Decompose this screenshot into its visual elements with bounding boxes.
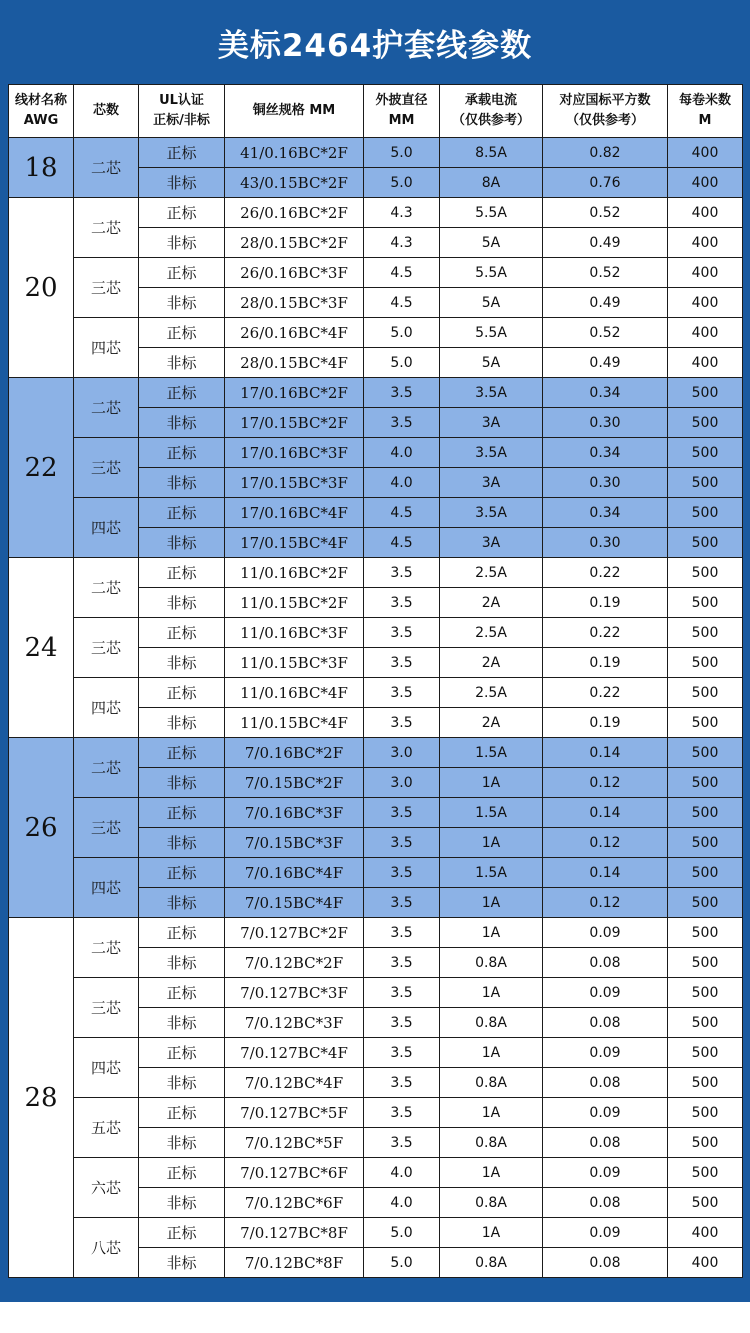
area-cell: 0.14: [543, 738, 668, 768]
od-cell: 5.0: [364, 1218, 440, 1248]
cert-cell: 非标: [139, 468, 225, 498]
od-cell: 5.0: [364, 318, 440, 348]
spec-table: [8, 84, 743, 1278]
header-od-line2: MM: [388, 113, 415, 128]
cert-cell: 正标: [139, 258, 225, 288]
cert-cell: 正标: [139, 438, 225, 468]
od-cell: 5.0: [364, 348, 440, 378]
core-count-cell: 四芯: [74, 1038, 139, 1098]
core-count-cell: 四芯: [74, 318, 139, 378]
spec-cell: 28/0.15BC*2F: [225, 228, 364, 258]
spec-cell: 7/0.15BC*4F: [225, 888, 364, 918]
spec-cell: 17/0.16BC*4F: [225, 498, 364, 528]
od-cell: 3.5: [364, 798, 440, 828]
awg-cell: 24: [9, 558, 74, 738]
header-roll-line1: 每卷米数: [678, 93, 731, 108]
cert-cell: 非标: [139, 1008, 225, 1038]
area-cell: 0.14: [543, 798, 668, 828]
spec-cell: 7/0.16BC*4F: [225, 858, 364, 888]
od-cell: 4.5: [364, 288, 440, 318]
roll-cell: 500: [668, 378, 743, 408]
spec-cell: 7/0.127BC*3F: [225, 978, 364, 1008]
roll-cell: 500: [668, 948, 743, 978]
spec-cell: 17/0.15BC*4F: [225, 528, 364, 558]
cert-cell: 正标: [139, 858, 225, 888]
roll-cell: 400: [668, 1248, 743, 1278]
area-cell: 0.14: [543, 858, 668, 888]
cert-cell: 非标: [139, 228, 225, 258]
spec-cell: 7/0.16BC*3F: [225, 798, 364, 828]
area-cell: 0.52: [543, 318, 668, 348]
table-row: [9, 1218, 743, 1248]
spec-cell: 11/0.16BC*2F: [225, 558, 364, 588]
current-cell: 1A: [440, 1218, 543, 1248]
area-cell: 0.22: [543, 558, 668, 588]
area-cell: 0.52: [543, 258, 668, 288]
od-cell: 4.0: [364, 438, 440, 468]
spec-cell: 28/0.15BC*4F: [225, 348, 364, 378]
area-cell: 0.52: [543, 198, 668, 228]
area-cell: 0.30: [543, 528, 668, 558]
spec-cell: 17/0.15BC*2F: [225, 408, 364, 438]
cert-cell: 正标: [139, 198, 225, 228]
header-cert-line1: UL认证: [159, 93, 204, 108]
area-cell: 0.09: [543, 1038, 668, 1068]
roll-cell: 500: [668, 1008, 743, 1038]
cert-cell: 正标: [139, 498, 225, 528]
current-cell: 5A: [440, 228, 543, 258]
cert-cell: 非标: [139, 648, 225, 678]
roll-cell: 400: [668, 258, 743, 288]
roll-cell: 500: [668, 648, 743, 678]
current-cell: 2A: [440, 648, 543, 678]
core-count-cell: 六芯: [74, 1158, 139, 1218]
current-cell: 1A: [440, 978, 543, 1008]
area-cell: 0.34: [543, 378, 668, 408]
cert-cell: 正标: [139, 618, 225, 648]
table-row: [9, 858, 743, 888]
roll-cell: 500: [668, 588, 743, 618]
area-cell: 0.19: [543, 588, 668, 618]
roll-cell: 500: [668, 408, 743, 438]
current-cell: 2.5A: [440, 678, 543, 708]
header-spec: [225, 85, 364, 138]
od-cell: 5.0: [364, 168, 440, 198]
spec-cell: 41/0.16BC*2F: [225, 138, 364, 168]
current-cell: 0.8A: [440, 1188, 543, 1218]
od-cell: 3.5: [364, 588, 440, 618]
roll-cell: 500: [668, 768, 743, 798]
spec-cell: 7/0.127BC*8F: [225, 1218, 364, 1248]
current-cell: 2A: [440, 708, 543, 738]
awg-cell: 28: [9, 918, 74, 1278]
area-cell: 0.76: [543, 168, 668, 198]
od-cell: 3.5: [364, 1128, 440, 1158]
od-cell: 3.5: [364, 978, 440, 1008]
od-cell: 4.5: [364, 498, 440, 528]
core-count-cell: 二芯: [74, 918, 139, 978]
spec-cell: 43/0.15BC*2F: [225, 168, 364, 198]
area-cell: 0.49: [543, 228, 668, 258]
current-cell: 2.5A: [440, 558, 543, 588]
od-cell: 3.5: [364, 408, 440, 438]
current-cell: 1A: [440, 888, 543, 918]
current-cell: 5.5A: [440, 318, 543, 348]
area-cell: 0.19: [543, 708, 668, 738]
cert-cell: 非标: [139, 1248, 225, 1278]
cert-cell: 正标: [139, 1218, 225, 1248]
current-cell: 3.5A: [440, 498, 543, 528]
spec-cell: 7/0.127BC*2F: [225, 918, 364, 948]
core-count-cell: 五芯: [74, 1098, 139, 1158]
cert-cell: 非标: [139, 828, 225, 858]
area-cell: 0.08: [543, 1008, 668, 1038]
roll-cell: 400: [668, 1218, 743, 1248]
od-cell: 3.5: [364, 1098, 440, 1128]
cert-cell: 正标: [139, 318, 225, 348]
roll-cell: 500: [668, 738, 743, 768]
current-cell: 5.5A: [440, 198, 543, 228]
cert-cell: 正标: [139, 1158, 225, 1188]
table-row: [9, 138, 743, 168]
current-cell: 3A: [440, 468, 543, 498]
current-cell: 3.5A: [440, 378, 543, 408]
area-cell: 0.34: [543, 498, 668, 528]
current-cell: 5A: [440, 348, 543, 378]
area-cell: 0.34: [543, 438, 668, 468]
roll-cell: 500: [668, 678, 743, 708]
core-count-cell: 三芯: [74, 978, 139, 1038]
current-cell: 1A: [440, 828, 543, 858]
cert-cell: 非标: [139, 888, 225, 918]
roll-cell: 500: [668, 498, 743, 528]
table-row: [9, 378, 743, 408]
header-roll: [668, 85, 743, 138]
header-current: [440, 85, 543, 138]
area-cell: 0.49: [543, 348, 668, 378]
header-od: [364, 85, 440, 138]
od-cell: 4.0: [364, 468, 440, 498]
header-current-line2: （仅供参考）: [451, 113, 530, 128]
table-row: [9, 918, 743, 948]
current-cell: 0.8A: [440, 1128, 543, 1158]
roll-cell: 500: [668, 558, 743, 588]
table-body: [9, 138, 743, 1278]
od-cell: 3.5: [364, 888, 440, 918]
area-cell: 0.12: [543, 828, 668, 858]
spec-cell: 26/0.16BC*2F: [225, 198, 364, 228]
cert-cell: 非标: [139, 1188, 225, 1218]
roll-cell: 400: [668, 228, 743, 258]
spec-cell: 7/0.15BC*3F: [225, 828, 364, 858]
table-row: [9, 1038, 743, 1068]
current-cell: 5.5A: [440, 258, 543, 288]
core-count-cell: 四芯: [74, 678, 139, 738]
roll-cell: 400: [668, 348, 743, 378]
od-cell: 3.5: [364, 618, 440, 648]
cert-cell: 非标: [139, 528, 225, 558]
cert-cell: 非标: [139, 408, 225, 438]
spec-cell: 11/0.15BC*2F: [225, 588, 364, 618]
roll-cell: 500: [668, 828, 743, 858]
header-area-line2: （仅供参考）: [565, 113, 644, 128]
cert-cell: 正标: [139, 1098, 225, 1128]
od-cell: 4.0: [364, 1188, 440, 1218]
cert-cell: 正标: [139, 978, 225, 1008]
spec-cell: 7/0.127BC*4F: [225, 1038, 364, 1068]
od-cell: 3.0: [364, 768, 440, 798]
page-title: 美标2464护套线参数: [217, 28, 533, 64]
roll-cell: 400: [668, 168, 743, 198]
od-cell: 4.0: [364, 1158, 440, 1188]
awg-cell: 22: [9, 378, 74, 558]
area-cell: 0.08: [543, 948, 668, 978]
current-cell: 8A: [440, 168, 543, 198]
spec-cell: 7/0.127BC*6F: [225, 1158, 364, 1188]
roll-cell: 500: [668, 618, 743, 648]
area-cell: 0.49: [543, 288, 668, 318]
core-count-cell: 二芯: [74, 138, 139, 198]
spec-cell: 7/0.12BC*6F: [225, 1188, 364, 1218]
od-cell: 4.3: [364, 228, 440, 258]
current-cell: 8.5A: [440, 138, 543, 168]
header-area: [543, 85, 668, 138]
roll-cell: 400: [668, 318, 743, 348]
od-cell: 5.0: [364, 138, 440, 168]
area-cell: 0.82: [543, 138, 668, 168]
cert-cell: 非标: [139, 288, 225, 318]
current-cell: 0.8A: [440, 1008, 543, 1038]
current-cell: 3A: [440, 528, 543, 558]
od-cell: 4.3: [364, 198, 440, 228]
current-cell: 1A: [440, 768, 543, 798]
od-cell: 5.0: [364, 1248, 440, 1278]
spec-cell: 7/0.12BC*2F: [225, 948, 364, 978]
header-current-line1: 承载电流: [464, 93, 517, 108]
area-cell: 0.19: [543, 648, 668, 678]
awg-cell: 20: [9, 198, 74, 378]
header-roll-line2: M: [698, 113, 712, 128]
core-count-cell: 二芯: [74, 558, 139, 618]
od-cell: 3.5: [364, 708, 440, 738]
spec-cell: 7/0.16BC*2F: [225, 738, 364, 768]
area-cell: 0.08: [543, 1188, 668, 1218]
header-awg: [9, 85, 74, 138]
roll-cell: 500: [668, 1098, 743, 1128]
area-cell: 0.09: [543, 918, 668, 948]
spec-cell: 7/0.12BC*5F: [225, 1128, 364, 1158]
roll-cell: 500: [668, 1038, 743, 1068]
header-od-line1: 外披直径: [375, 93, 428, 108]
od-cell: 3.5: [364, 918, 440, 948]
od-cell: 4.5: [364, 258, 440, 288]
od-cell: 3.0: [364, 738, 440, 768]
cert-cell: 非标: [139, 348, 225, 378]
roll-cell: 500: [668, 888, 743, 918]
od-cell: 3.5: [364, 678, 440, 708]
cert-cell: 非标: [139, 588, 225, 618]
area-cell: 0.09: [543, 1158, 668, 1188]
current-cell: 0.8A: [440, 1068, 543, 1098]
core-count-cell: 三芯: [74, 618, 139, 678]
area-cell: 0.08: [543, 1128, 668, 1158]
core-count-cell: 四芯: [74, 498, 139, 558]
roll-cell: 500: [668, 1158, 743, 1188]
area-cell: 0.12: [543, 888, 668, 918]
core-count-cell: 三芯: [74, 438, 139, 498]
roll-cell: 500: [668, 1068, 743, 1098]
spec-cell: 26/0.16BC*3F: [225, 258, 364, 288]
roll-cell: 500: [668, 1188, 743, 1218]
spec-cell: 17/0.15BC*3F: [225, 468, 364, 498]
table-row: [9, 1158, 743, 1188]
cert-cell: 非标: [139, 1128, 225, 1158]
od-cell: 3.5: [364, 558, 440, 588]
table-row: [9, 498, 743, 528]
area-cell: 0.30: [543, 468, 668, 498]
spec-cell: 17/0.16BC*3F: [225, 438, 364, 468]
current-cell: 2.5A: [440, 618, 543, 648]
spec-cell: 11/0.16BC*4F: [225, 678, 364, 708]
spec-cell: 17/0.16BC*2F: [225, 378, 364, 408]
roll-cell: 500: [668, 798, 743, 828]
cert-cell: 正标: [139, 738, 225, 768]
bottom-margin: [0, 1302, 750, 1333]
cert-cell: 正标: [139, 378, 225, 408]
cert-cell: 非标: [139, 168, 225, 198]
table-row: [9, 438, 743, 468]
table-row: [9, 558, 743, 588]
current-cell: 5A: [440, 288, 543, 318]
area-cell: 0.09: [543, 1218, 668, 1248]
current-cell: 1.5A: [440, 738, 543, 768]
spec-cell: 7/0.12BC*4F: [225, 1068, 364, 1098]
table-header-row: [9, 85, 743, 138]
header-area-line1: 对应国标平方数: [559, 93, 651, 108]
header-cert-line2: 正标/非标: [153, 113, 210, 128]
od-cell: 3.5: [364, 828, 440, 858]
current-cell: 3A: [440, 408, 543, 438]
roll-cell: 500: [668, 918, 743, 948]
core-count-cell: 三芯: [74, 798, 139, 858]
current-cell: 3.5A: [440, 438, 543, 468]
current-cell: 1A: [440, 1098, 543, 1128]
current-cell: 1.5A: [440, 858, 543, 888]
current-cell: 2A: [440, 588, 543, 618]
roll-cell: 400: [668, 138, 743, 168]
area-cell: 0.08: [543, 1068, 668, 1098]
current-cell: 0.8A: [440, 948, 543, 978]
table-row: [9, 798, 743, 828]
table-row: [9, 978, 743, 1008]
header-cert: [139, 85, 225, 138]
area-cell: 0.09: [543, 978, 668, 1008]
spec-cell: 7/0.127BC*5F: [225, 1098, 364, 1128]
spec-cell: 11/0.15BC*3F: [225, 648, 364, 678]
table-row: [9, 618, 743, 648]
roll-cell: 400: [668, 198, 743, 228]
cert-cell: 非标: [139, 768, 225, 798]
awg-cell: 26: [9, 738, 74, 918]
roll-cell: 500: [668, 978, 743, 1008]
table-row: [9, 198, 743, 228]
cert-cell: 正标: [139, 678, 225, 708]
cert-cell: 正标: [139, 918, 225, 948]
roll-cell: 400: [668, 288, 743, 318]
current-cell: 1.5A: [440, 798, 543, 828]
spec-cell: 11/0.15BC*4F: [225, 708, 364, 738]
roll-cell: 500: [668, 708, 743, 738]
area-cell: 0.08: [543, 1248, 668, 1278]
cert-cell: 非标: [139, 1068, 225, 1098]
header-awg-line2: AWG: [23, 113, 59, 128]
core-count-cell: 二芯: [74, 198, 139, 258]
area-cell: 0.09: [543, 1098, 668, 1128]
awg-cell: 18: [9, 138, 74, 198]
spec-cell: 7/0.15BC*2F: [225, 768, 364, 798]
core-count-cell: 三芯: [74, 258, 139, 318]
core-count-cell: 四芯: [74, 858, 139, 918]
cert-cell: 正标: [139, 558, 225, 588]
table-row: [9, 318, 743, 348]
core-count-cell: 八芯: [74, 1218, 139, 1278]
header-cores-line1: 芯数: [92, 103, 119, 118]
od-cell: 3.5: [364, 948, 440, 978]
area-cell: 0.12: [543, 768, 668, 798]
od-cell: 3.5: [364, 1008, 440, 1038]
cert-cell: 正标: [139, 798, 225, 828]
current-cell: 1A: [440, 1038, 543, 1068]
header-cores: [74, 85, 139, 138]
roll-cell: 500: [668, 1128, 743, 1158]
roll-cell: 500: [668, 438, 743, 468]
current-cell: 0.8A: [440, 1248, 543, 1278]
roll-cell: 500: [668, 858, 743, 888]
od-cell: 3.5: [364, 1038, 440, 1068]
table-row: [9, 1098, 743, 1128]
table-row: [9, 678, 743, 708]
roll-cell: 500: [668, 468, 743, 498]
spec-cell: 26/0.16BC*4F: [225, 318, 364, 348]
od-cell: 3.5: [364, 1068, 440, 1098]
current-cell: 1A: [440, 918, 543, 948]
spec-cell: 7/0.12BC*3F: [225, 1008, 364, 1038]
table-row: [9, 258, 743, 288]
header-spec-line1: 铜丝规格 MM: [252, 103, 336, 118]
od-cell: 4.5: [364, 528, 440, 558]
roll-cell: 500: [668, 528, 743, 558]
od-cell: 3.5: [364, 858, 440, 888]
table-row: [9, 738, 743, 768]
current-cell: 1A: [440, 1158, 543, 1188]
cert-cell: 正标: [139, 138, 225, 168]
header-awg-line1: 线材名称: [14, 93, 67, 108]
area-cell: 0.22: [543, 678, 668, 708]
spec-cell: 11/0.16BC*3F: [225, 618, 364, 648]
spec-cell: 7/0.12BC*8F: [225, 1248, 364, 1278]
cert-cell: 正标: [139, 1038, 225, 1068]
cert-cell: 非标: [139, 708, 225, 738]
core-count-cell: 二芯: [74, 378, 139, 438]
od-cell: 3.5: [364, 378, 440, 408]
area-cell: 0.22: [543, 618, 668, 648]
area-cell: 0.30: [543, 408, 668, 438]
cert-cell: 非标: [139, 948, 225, 978]
core-count-cell: 二芯: [74, 738, 139, 798]
spec-cell: 28/0.15BC*3F: [225, 288, 364, 318]
od-cell: 3.5: [364, 648, 440, 678]
